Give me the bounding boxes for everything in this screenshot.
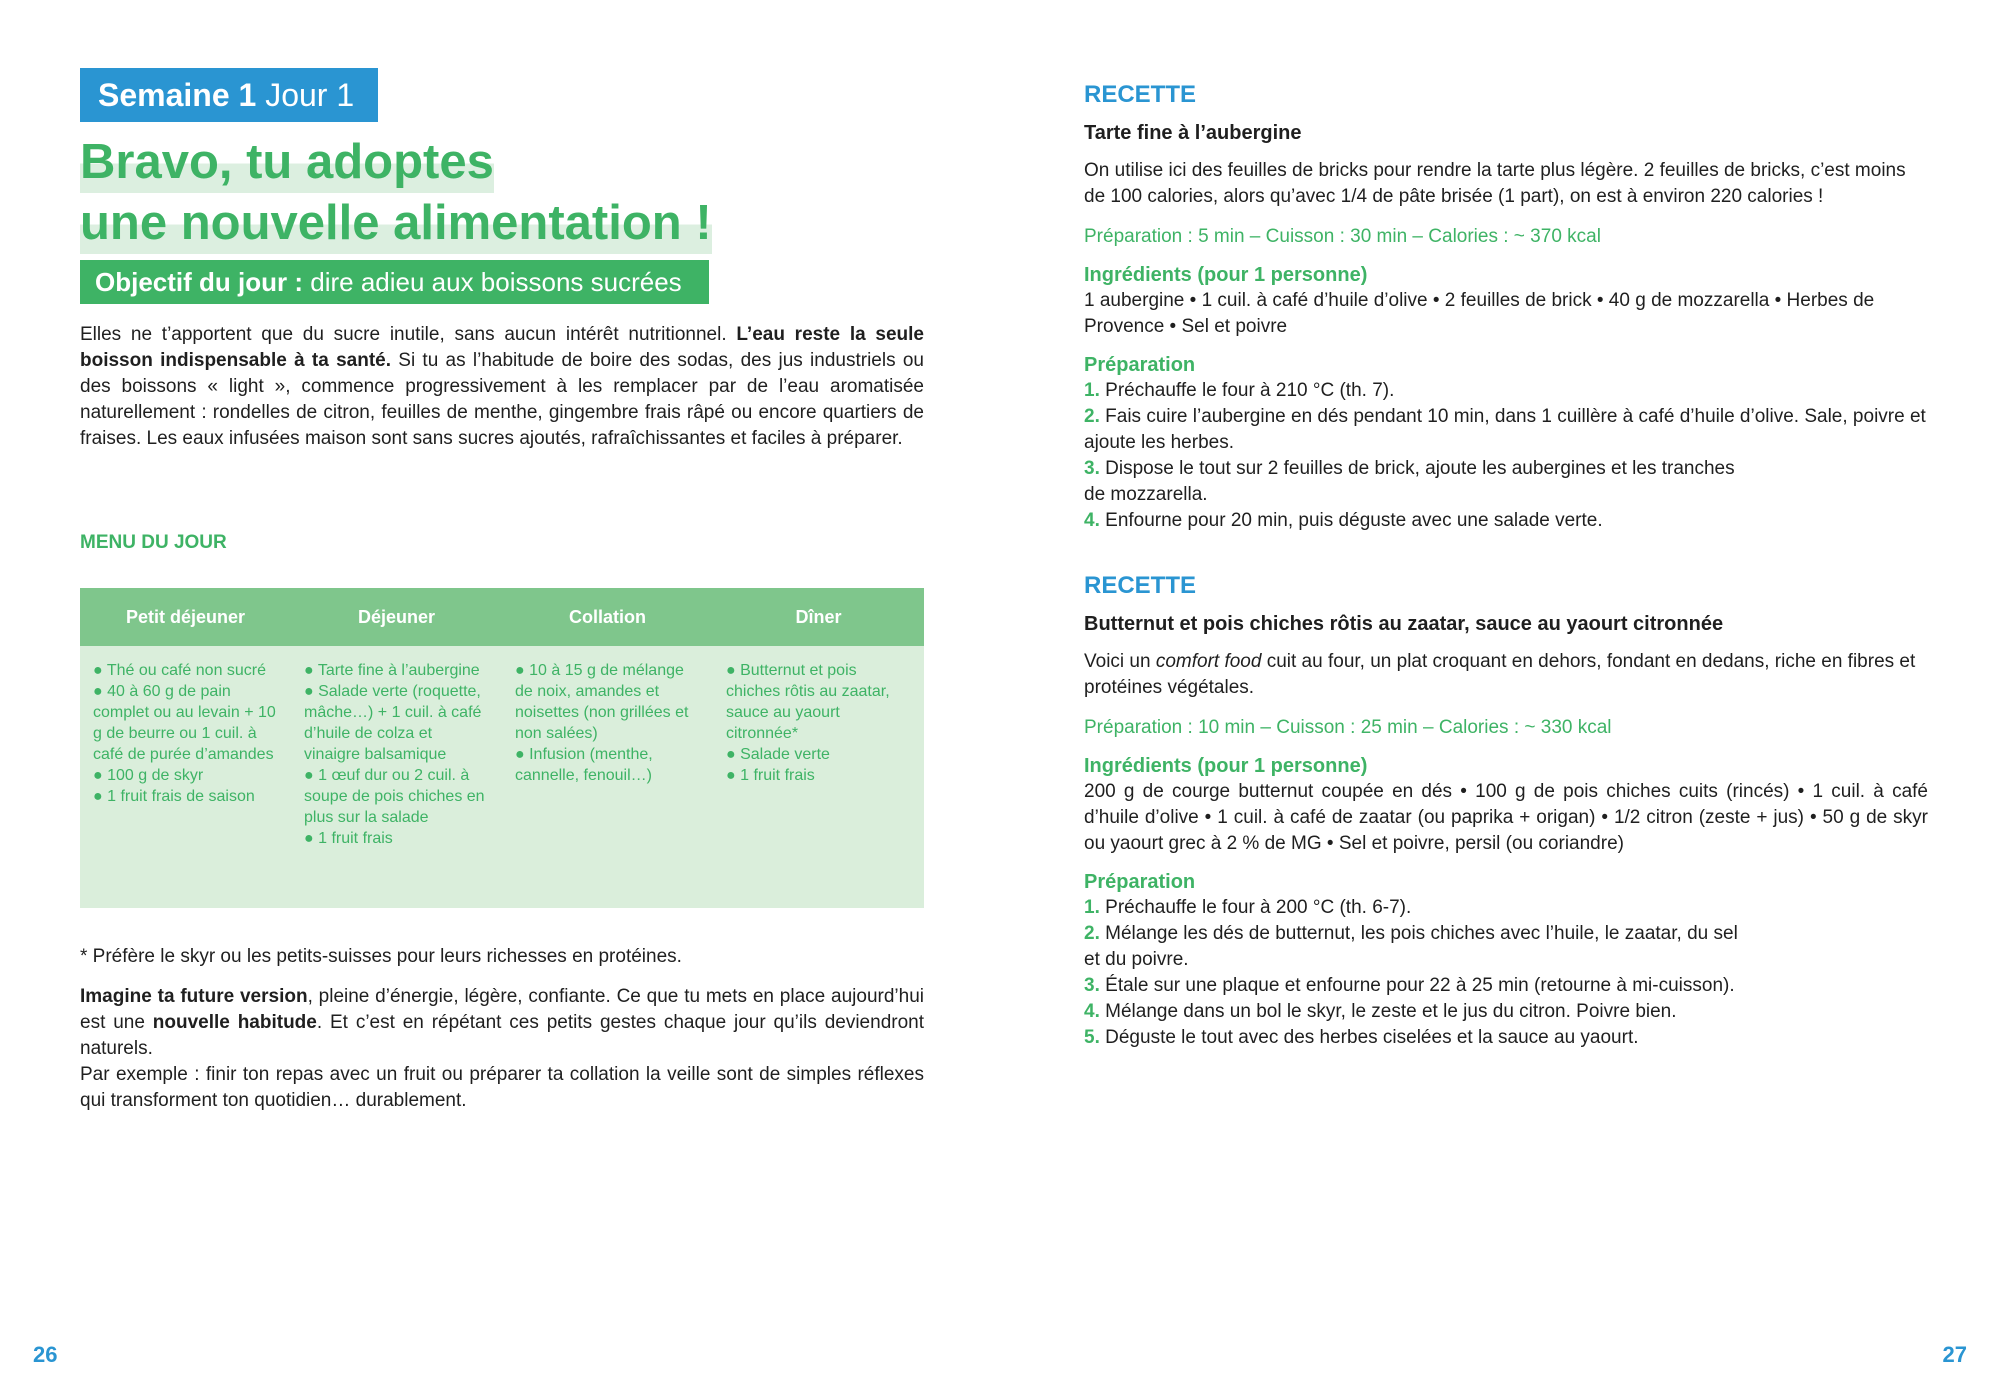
menu-item: ● 1 fruit frais [726, 767, 815, 784]
step-text: Préchauffe le four à 210 °C (th. 7). [1105, 380, 1395, 401]
menu-col-lunch [291, 660, 502, 849]
ingredients-list: 200 g de courge butternut coupée en dés • 100 g de pois chiches cuits (rincés) • 1 cuil. à café d’huile d’olive • 1 cuil. à café de zaatar (ou paprika + origan) • 1/2 citron (zeste + jus) • 50 g de skyr ou yaourt grec à 2 % de MG • Sel et poivre, persil (ou coriandre) [1084, 781, 1928, 854]
menu-item: ● Butternut et pois chiches rôtis au zaatar, sauce au yaourt citronnée* [726, 662, 890, 742]
closing-text-2: Par exemple : finir ton repas avec un fruit ou préparer ta collation la veille sont de simples réflexes qui transforment ton quotidien… durablement. [80, 1064, 924, 1111]
step [1084, 895, 1928, 921]
recipe-name: Butternut et pois chiches rôtis au zaatar, sauce au yaourt citronnée [1084, 613, 1724, 635]
page-number-left: 26 [33, 1342, 58, 1367]
step [1084, 999, 1928, 1025]
preparation-steps [1084, 895, 1928, 1051]
recipe-prep-info: Préparation : 10 min – Cuisson : 25 min – Calories : ~ 330 kcal [1084, 717, 1612, 738]
menu-item: ● Infusion (menthe, cannelle, fenouil…) [515, 746, 653, 784]
page-title [80, 132, 712, 254]
title-line-1: Bravo, tu adoptes [80, 132, 494, 193]
ingredients-list: 1 aubergine • 1 cuil. à café d’huile d’olive • 2 feuilles de brick • 40 g de mozzarella • Herbes de Provence • Sel et poivre [1084, 290, 1875, 337]
menu-header-snack: Collation [569, 607, 646, 627]
menu-item: ● Tarte fine à l’aubergine [304, 662, 480, 679]
menu-item: ● 100 g de skyr [93, 767, 204, 784]
step-text: Enfourne pour 20 min, puis déguste avec une salade verte. [1105, 510, 1603, 531]
step [1084, 1025, 1928, 1051]
step-number: 1. [1084, 897, 1100, 918]
menu-header-lunch: Déjeuner [357, 607, 436, 627]
ingredients-title: Ingrédients (pour 1 personne) [1084, 755, 1368, 777]
recipe-butternut-chickpeas [1084, 571, 1928, 1051]
intro-bold: L’eau reste la seule boisson indispensable à ta santé. [80, 324, 924, 371]
intro-part-2: Si tu as l’habitude de boire des sodas, des jus industriels ou des boissons « light », commence progressivement à les remplacer par de l’eau aromatisée naturellement : rondelles de citron, feuilles de menthe, gingembre frais râpé ou encore quartiers de fraises. Les eaux infusées maison sont sans sucres ajoutés, rafraîchissantes et faciles à préparer. [80, 350, 924, 449]
menu-header-breakfast: Petit déjeuner [125, 607, 246, 627]
preparation-title: Préparation [1084, 354, 1196, 376]
recipe-label: RECETTE [1084, 572, 1197, 599]
menu-item: ● 1 œuf dur ou 2 cuil. à soupe de pois chiches en plus sur la salade [304, 767, 485, 826]
step-text: Étale sur une plaque et enfourne pour 22 à 25 min (retourne à mi-cuisson). [1105, 975, 1735, 996]
page-number-right: 27 [1942, 1342, 1967, 1367]
closing-part-1: , pleine d’énergie, légère, confiante. Ce que tu mets en place aujourd’hui est une [80, 986, 924, 1033]
step-text: Préchauffe le four à 200 °C (th. 6-7). [1105, 897, 1412, 918]
step [1084, 921, 1928, 973]
closing-bold-2: nouvelle habitude [152, 1012, 317, 1033]
footnote: * Préfère le skyr ou les petits-suisses pour leurs richesses en protéines. [80, 946, 682, 967]
step [1084, 378, 1928, 404]
step-number: 2. [1084, 923, 1100, 944]
objective-text: dire adieu aux boissons sucrées [310, 267, 682, 297]
menu-item: ● 1 fruit frais [304, 830, 393, 847]
closing-text-1 [80, 984, 924, 1062]
recipe-intro-emphasis: comfort food [1155, 651, 1262, 672]
title-line-2: une nouvelle alimentation ! [80, 193, 712, 254]
badge-day: Jour 1 [265, 77, 355, 113]
step [1084, 404, 1928, 456]
intro-paragraph [80, 322, 924, 452]
closing-part-2: . Et c’est en répétant ces petits gestes chaque jour qu’ils deviendront naturels. [80, 1012, 924, 1059]
step-number: 1. [1084, 380, 1100, 401]
menu-col-dinner [713, 660, 924, 849]
recipe-prep-info: Préparation : 5 min – Cuisson : 30 min – Calories : ~ 370 kcal [1084, 226, 1601, 247]
menu-table-header [80, 588, 924, 646]
week-day-badge [80, 68, 378, 122]
closing-paragraph [80, 984, 924, 1114]
menu-col-breakfast [80, 660, 291, 849]
step-number: 4. [1084, 1001, 1100, 1022]
step-number: 4. [1084, 510, 1100, 531]
right-page [1000, 0, 2000, 1400]
step-text: Mélange les dés de butternut, les pois chiches avec l’huile, le zaatar, du sel [1105, 923, 1738, 944]
step-number: 2. [1084, 406, 1100, 427]
objective-label: Objectif du jour : [95, 267, 303, 297]
recipe-intro [1084, 649, 1928, 701]
step-number: 3. [1084, 458, 1100, 479]
recipe-intro-part-1: Voici un [1084, 651, 1156, 672]
step [1084, 456, 1928, 508]
badge-week: Semaine 1 [98, 77, 257, 113]
menu-table-body [80, 646, 924, 849]
menu-item: ● Salade verte [726, 746, 830, 763]
recipe-intro: On utilise ici des feuilles de bricks pour rendre la tarte plus légère. 2 feuilles de bricks, c’est moins de 100 calories, alors qu’avec 1/4 de pâte brisée (1 part), on est à environ 220 calories ! [1084, 160, 1906, 207]
step-text-continued: et du poivre. [1084, 949, 1189, 970]
menu-heading: MENU DU JOUR [80, 532, 227, 553]
preparation-title: Préparation [1084, 871, 1196, 893]
menu-item: ● 40 à 60 g de pain complet ou au levain + 10 g de beurre ou 1 cuil. à café de purée d’amandes [93, 683, 276, 763]
step-text: Dispose le tout sur 2 feuilles de brick, ajoute les aubergines et les tranches [1105, 458, 1735, 479]
menu-item: ● 10 à 15 g de mélange de noix, amandes et noisettes (non grillées et non salées) [515, 662, 689, 742]
recipe-aubergine-tart [1084, 80, 1928, 534]
step-text-continued: de mozzarella. [1084, 484, 1208, 505]
menu-item: ● Salade verte (roquette, mâche…) + 1 cuil. à café d’huile de colza et vinaigre balsamique [304, 683, 482, 763]
menu-header-dinner: Dîner [795, 607, 842, 627]
intro-part-1: Elles ne t’apportent que du sucre inutile, sans aucun intérêt nutritionnel. [80, 324, 737, 345]
step-number: 3. [1084, 975, 1100, 996]
step-text: Mélange dans un bol le skyr, le zeste et le jus du citron. Poivre bien. [1105, 1001, 1677, 1022]
step-text: Fais cuire l’aubergine en dés pendant 10 min, dans 1 cuillère à café d’huile d’olive. Sale, poivre et ajoute les herbes. [1084, 406, 1926, 453]
preparation-steps [1084, 378, 1928, 534]
menu-item: ● Thé ou café non sucré [93, 662, 267, 679]
closing-bold-1: Imagine ta future version [80, 986, 308, 1007]
recipe-label: RECETTE [1084, 81, 1197, 108]
recipe-name: Tarte fine à l’aubergine [1084, 122, 1302, 144]
recipe-intro-part-2: cuit au four, un plat croquant en dehors, fondant en dedans, riche en fibres et protéines végétales. [1084, 651, 1916, 698]
step-number: 5. [1084, 1027, 1100, 1048]
menu-item: ● 1 fruit frais de saison [93, 788, 255, 805]
step-text: Déguste le tout avec des herbes ciselées et la sauce au yaourt. [1105, 1027, 1639, 1048]
step [1084, 508, 1928, 534]
menu-table [80, 588, 924, 908]
menu-col-snack [502, 660, 713, 849]
ingredients-title: Ingrédients (pour 1 personne) [1084, 264, 1368, 286]
step [1084, 973, 1928, 999]
objective-banner [80, 260, 709, 304]
